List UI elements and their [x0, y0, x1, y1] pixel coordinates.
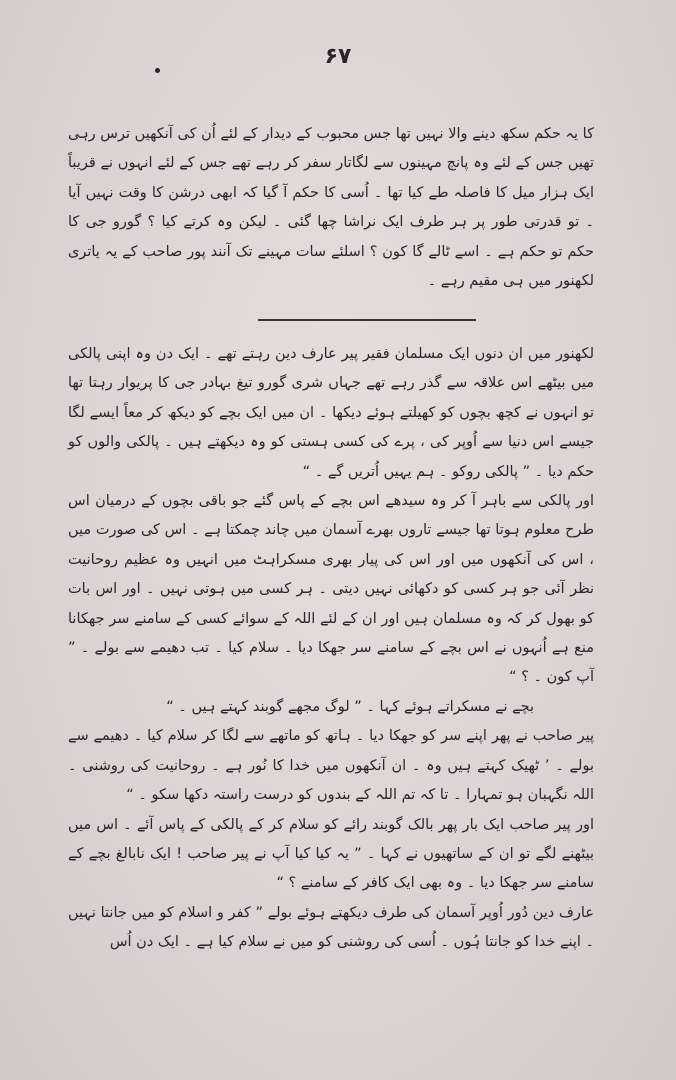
paragraph: عارف دین دُور اُوپر آسمان کی طرف دیکھتے ہوئے بولے ” کفر و اسلام کو میں جانتا نہیں ۔ اپنے خدا کو جانتا ہُوں ۔ اُسی کی روشنی کو میں نے سلام کیا ہے ۔ ایک دن اُس: [68, 904, 594, 951]
text-block-main: [68, 340, 594, 958]
page-number: ۶۷: [324, 44, 352, 69]
paragraph: پیر صاحب نے پھر اپنے سر کو جھکا دیا ۔ ہاتھ کو ماتھے سے لگا کر سلام کیا ۔ دھیمے سے بولے ۔ ’ ٹھیک کہتے ہیں وہ ۔ ان آنکھوں میں خدا کا نُور ہے ۔ روحانیت کی روشنی ۔ اللہ نگہبان ہو تمہارا ۔ تا کہ تم اللہ کے بندوں کو درست راستہ دکھا سکو ۔ “: [68, 728, 594, 804]
text-block-top: [68, 120, 594, 296]
paragraph: اور پالکی سے باہر آ کر وہ سیدھے اس بچے کے پاس گئے جو باقی بچوں کے درمیان اس طرح معلوم ہوتا تھا جیسے تاروں بھرے آسمان میں چاند چمکتا ہے ۔ اس کی صورت میں ، اس کی آنکھوں میں اور اس کی پیار بھری مسکراہٹ میں انہیں وہ عظیم روحانیت نظر آئی جو ہر کسی کو دکھائی نہیں دیتی ۔ ہر کسی میں ہوتی نہیں ۔ اور اس بات کو بھول کر کہ وہ مسلمان ہیں اور ان کے لئے اللہ کے سوائے کسی کے سامنے سر جھکانا منع ہے اُنہوں نے اس بچے کے سامنے سر جھکا دیا ۔ سلام کیا ۔ تب دھیمے سے بولے ۔ ” آپ کون ۔ ؟ “: [68, 493, 594, 686]
paragraph: بچے نے مسکراتے ہوئے کہا ۔ ” لوگ مجھے گوبند کہتے ہیں ۔ “: [166, 698, 534, 715]
paragraph: اور پیر صاحب ایک بار پھر بالک گوبند رائے کو سلام کر کے پالکی کے پاس آئے ۔ اس میں بیٹھنے لگے تو ان کے ساتھیوں نے کہا ۔ ” یہ کیا کیا آپ نے پیر صاحب ! ایک نابالغ بچے کے سامنے سر جھکا دیا ۔ وہ بھی ایک کافر کے سامنے ؟ “: [68, 816, 594, 892]
section-divider: [258, 319, 476, 321]
paragraph: کا یہ حکم سکھ دینے والا نہیں تھا جس محبوب کے دیدار کے لئے اُن کی آنکھیں ترس رہی تھیں جس کے لئے وہ پانچ مہینوں سے لگاتار سفر کر رہے تھے جس کے لئے انہوں نے قریباً ایک ہزار میل کا فاصلہ طے کیا تھا ۔ اُسی کا حکم آ گیا کہ ابھی درشن کا وقت نہیں آیا ۔ تو قدرتی طور پر ہر طرف ایک نراشا چھا گئی ۔ لیکن وہ کرتے کیا ؟ گورو جی کا حکم تو حکم ہے ۔ اسے ٹالے گا کون ؟ اسلئے سات مہینے تک آنند پور صاحب کے یہ یاتری لکھنور میں ہی مقیم رہے ۔: [68, 126, 594, 290]
paragraph: لکھنور میں ان دنوں ایک مسلمان فقیر پیر عارف دین رہتے تھے ۔ ایک دن وہ اپنی پالکی میں بیٹھے اس علاقہ سے گذر رہے تھے جہاں شری گورو تیغ بہادر جی کا پریوار رہتا تھا تو انہوں نے کچھ بچوں کو کھیلتے ہوئے دیکھا ۔ ان میں ایک بچے کو دیکھ کر معاً ایسے لگا جیسے اس دنیا سے اُوپر کی ، پرے کی کسی ہستی کو وہ دیکھتے ہیں ۔ پالکی والوں کو حکم دیا ۔ ” پالکی روکو ۔ ہم یہیں اُتریں گے ۔ “: [68, 346, 594, 480]
